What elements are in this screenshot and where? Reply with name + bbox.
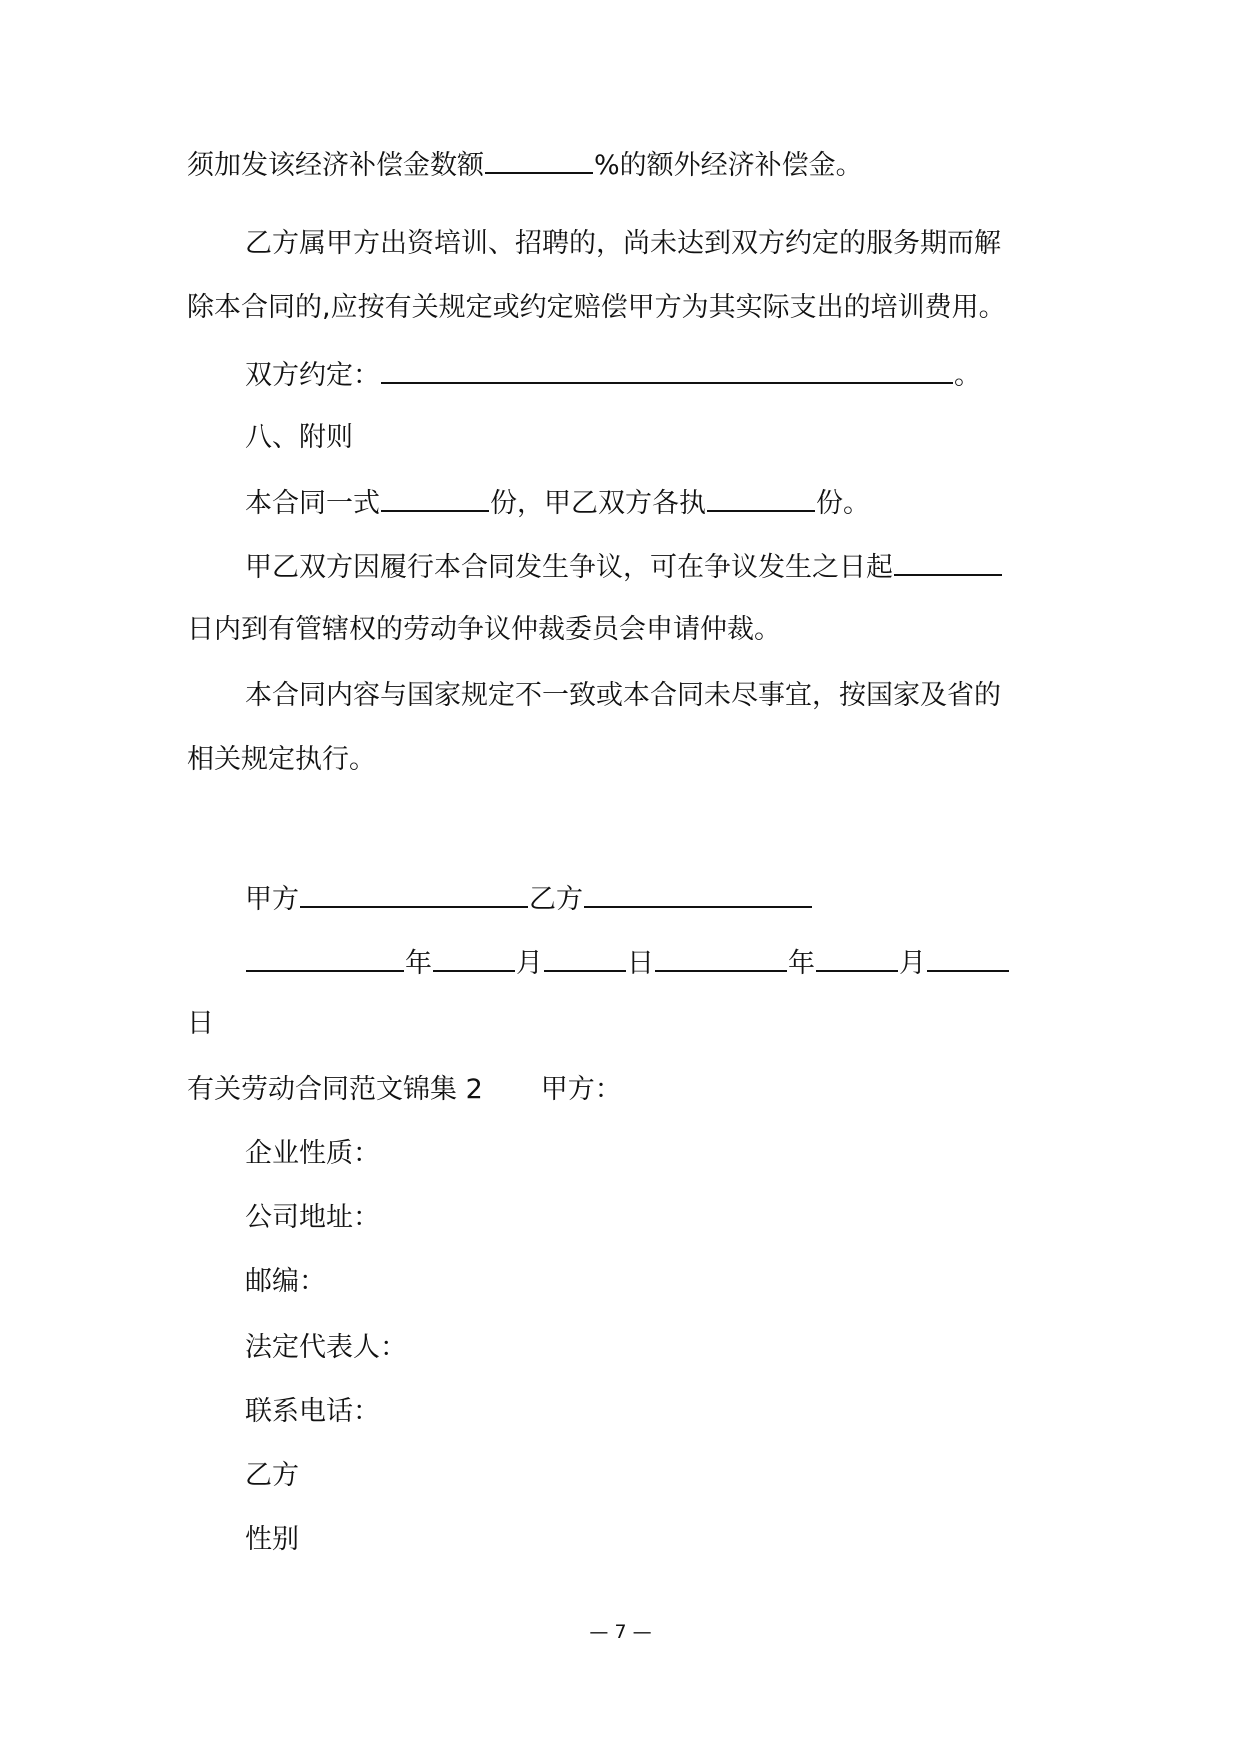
field-postcode <box>245 1264 326 1300</box>
label: 邮编： <box>245 1266 326 1297</box>
party-a-label: 甲方： <box>540 1074 622 1105</box>
paragraph-compensation <box>187 146 863 184</box>
label: 法定代表人： <box>245 1332 407 1363</box>
text: 月 <box>516 948 543 979</box>
field-party-b <box>245 1458 299 1494</box>
date-line <box>245 944 1010 982</box>
paragraph-copies <box>245 484 870 522</box>
text: 本合同内容与国家规定不一致或本合同未尽事宜，按国家及省的 <box>245 680 1001 711</box>
blank-percentage <box>485 146 593 174</box>
text: 双方约定： <box>245 360 380 391</box>
text: 日 <box>187 1008 214 1039</box>
label: 公司地址： <box>245 1202 380 1233</box>
section-heading-8 <box>245 420 353 456</box>
text: 月 <box>899 948 926 979</box>
text: 乙方 <box>529 884 583 915</box>
blank-copies-total <box>381 484 489 512</box>
text: 八、附则 <box>245 422 353 453</box>
text: 甲方 <box>245 884 299 915</box>
text: 相关规定执行。 <box>187 744 376 775</box>
blank-month-a <box>433 944 515 972</box>
text: 年 <box>788 948 815 979</box>
blank-day-b <box>927 944 1009 972</box>
blank-party-b-signature <box>584 880 812 908</box>
text: 份，甲乙双方各执 <box>490 488 706 519</box>
text: 乙方属甲方出资培训、招聘的，尚未达到双方约定的服务期而解 <box>245 228 1001 259</box>
label: 性别 <box>245 1524 299 1555</box>
label: 企业性质： <box>245 1138 380 1169</box>
blank-month-b <box>816 944 898 972</box>
blank-day-a <box>544 944 626 972</box>
text: 。 <box>954 360 981 391</box>
text: 除本合同的,应按有关规定或约定赔偿甲方为其实际支出的培训费用。 <box>187 292 1006 323</box>
blank-year-b <box>655 944 787 972</box>
field-gender <box>245 1522 299 1558</box>
label: 乙方 <box>245 1460 299 1491</box>
date-line-wrap <box>187 1006 214 1042</box>
paragraph-dispute-line1 <box>245 548 1003 586</box>
blank-party-a-signature <box>300 880 528 908</box>
document-heading-2 <box>187 1072 622 1108</box>
field-enterprise-nature <box>245 1136 380 1172</box>
paragraph-training-cost-line1 <box>245 226 1001 262</box>
label: 联系电话： <box>245 1396 380 1427</box>
text: 甲乙双方因履行本合同发生争议，可在争议发生之日起 <box>245 552 893 583</box>
field-company-address <box>245 1200 380 1236</box>
text: 份。 <box>816 488 870 519</box>
page-number: — 7 — <box>589 1621 652 1643</box>
blank-agreement <box>381 356 953 384</box>
paragraph-regulations-line1 <box>245 678 1001 714</box>
text: 本合同一式 <box>245 488 380 519</box>
text: 年 <box>405 948 432 979</box>
blank-year-a <box>246 944 404 972</box>
paragraph-regulations-line2 <box>187 742 376 778</box>
heading-text: 有关劳动合同范文锦集 2 <box>187 1074 483 1105</box>
field-contact-phone <box>245 1394 380 1430</box>
text: 须加发该经济补偿金数额 <box>187 150 484 181</box>
paragraph-training-cost-line2 <box>187 290 1006 326</box>
text: 日内到有管辖权的劳动争议仲裁委员会申请仲裁。 <box>187 614 781 645</box>
paragraph-agreement <box>245 356 981 394</box>
paragraph-dispute-line2 <box>187 612 781 648</box>
text: 日 <box>627 948 654 979</box>
field-legal-representative <box>245 1330 407 1366</box>
blank-copies-each <box>707 484 815 512</box>
blank-days <box>894 548 1002 576</box>
text: %的额外经济补偿金。 <box>594 150 863 181</box>
signature-line <box>245 880 813 918</box>
